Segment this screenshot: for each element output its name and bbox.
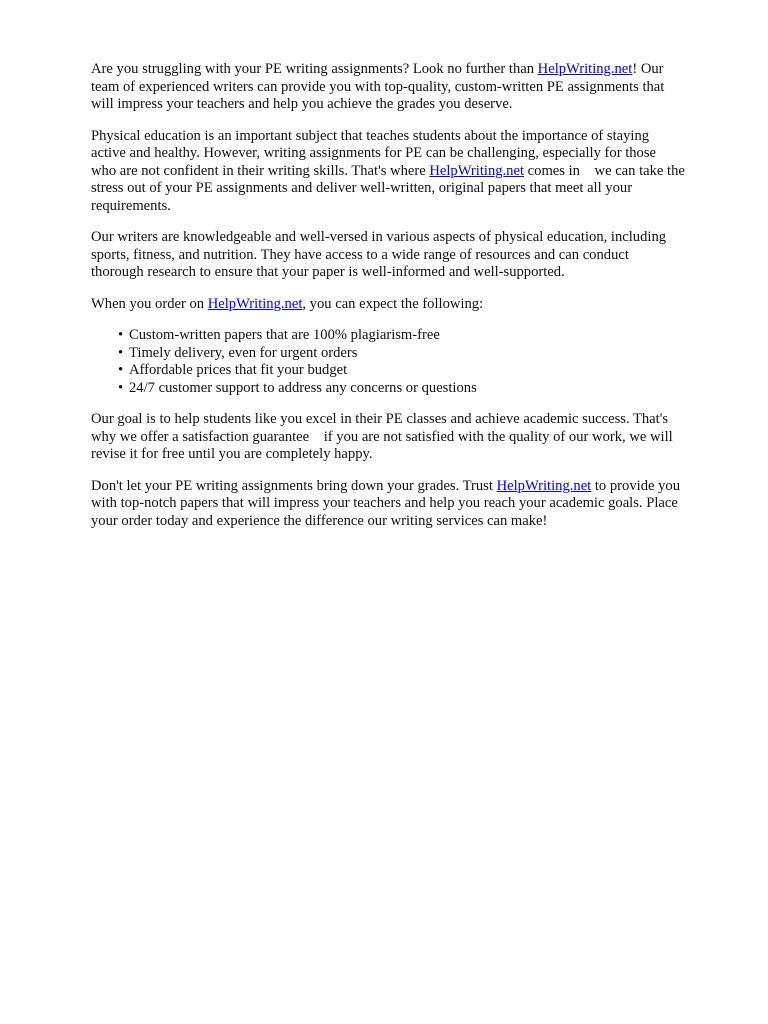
text-line: why we offer a satisfaction guarantee if you are not satisfied with the quality of our work, we will [91, 428, 673, 445]
list-item-text: Custom-written papers that are 100% plagiarism-free [129, 327, 440, 343]
paragraph-intro [91, 61, 723, 114]
text-line: your order today and experience the difference our writing services can make! [91, 512, 548, 529]
paragraph-goal [91, 411, 723, 464]
bullet-icon: • [118, 362, 124, 378]
text-line: sports, fitness, and nutrition. They have access to a wide range of resources and can conduct [91, 246, 629, 263]
text-segment: Are you struggling with your PE writing assignments? Look no further than [91, 61, 538, 77]
text-segment: , you can expect the following: [302, 295, 484, 312]
text-segment: When you order on [91, 295, 208, 312]
paragraph-writers [91, 229, 723, 282]
text-line: revise it for free until you are completely happy. [91, 446, 373, 462]
list-item [116, 327, 723, 345]
list-item [116, 345, 723, 363]
list-item [116, 380, 723, 398]
paragraph-physical-education [91, 128, 723, 216]
helpwriting-link[interactable]: HelpWriting.net [207, 295, 303, 312]
text-segment: who are not confident in their writing skills. That's where [91, 162, 430, 179]
text-segment: comes in we can take the [524, 162, 685, 179]
text-line [91, 61, 723, 79]
paragraph-order-intro [91, 296, 723, 314]
text-segment: to provide you [591, 477, 681, 494]
bullet-icon: • [118, 379, 124, 396]
text-line: requirements. [91, 197, 171, 214]
helpwriting-link[interactable]: HelpWriting.net [537, 61, 633, 77]
helpwriting-link[interactable]: HelpWriting.net [429, 162, 525, 179]
text-line: with top-notch papers that will impress your teachers and help you reach your academic goals. Place [91, 495, 678, 511]
list-item-text: Timely delivery, even for urgent orders [129, 344, 358, 361]
text-line: team of experienced writers can provide you with top-quality, custom-written PE assignments that [91, 78, 665, 95]
text-line: active and healthy. However, writing assignments for PE can be challenging, especially for those [91, 145, 657, 161]
list-item-text: Affordable prices that fit your budget [129, 362, 348, 378]
benefits-list [91, 327, 723, 397]
bullet-icon: • [118, 327, 124, 343]
helpwriting-link[interactable]: HelpWriting.net [496, 477, 592, 494]
paragraph-call-to-action [91, 478, 723, 531]
text-segment: Don't let your PE writing assignments bring down your grades. Trust [91, 477, 497, 494]
text-segment: ! Our [632, 61, 664, 77]
list-item-text: 24/7 customer support to address any concerns or questions [129, 379, 477, 396]
list-item [116, 362, 723, 380]
text-line: Our writers are knowledgeable and well-versed in various aspects of physical education, including [91, 229, 667, 245]
text-line [91, 478, 723, 496]
text-line: Our goal is to help students like you excel in their PE classes and achieve academic success. That's [91, 411, 669, 427]
text-line: will impress your teachers and help you achieve the grades you deserve. [91, 96, 513, 112]
text-line: stress out of your PE assignments and deliver well-written, original papers that meet all your [91, 180, 633, 196]
text-line: Physical education is an important subject that teaches students about the importance of staying [91, 127, 650, 144]
text-line [91, 163, 723, 181]
text-line: thorough research to ensure that your paper is well-informed and well-supported. [91, 264, 565, 280]
bullet-icon: • [118, 344, 124, 361]
document-body [91, 61, 723, 544]
text-line [91, 296, 723, 314]
